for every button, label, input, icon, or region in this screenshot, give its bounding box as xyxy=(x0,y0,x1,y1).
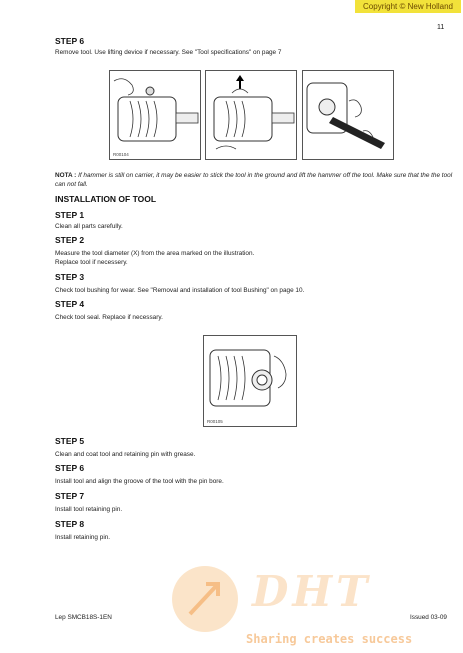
figure-tool-removal-2 xyxy=(205,70,297,160)
step-text: Install tool retaining pin. xyxy=(55,506,123,513)
step-heading: STEP 5 xyxy=(55,436,85,446)
watermark-logo-text: DHT xyxy=(252,567,372,616)
arrow-icon xyxy=(172,566,238,632)
figure-tool-removal-1 xyxy=(109,70,201,160)
step-text: Check tool seal. Replace if necessary. xyxy=(55,314,163,321)
step-text-line2: Replace tool if necessery. xyxy=(55,259,128,266)
figure-tool-installation xyxy=(203,335,297,427)
watermark-logo-circle xyxy=(172,566,238,632)
step-heading: STEP 8 xyxy=(55,519,85,529)
nota-label: NOTA : xyxy=(55,172,77,179)
step-text: Measure the tool diameter (X) from the area marked on the illustration. xyxy=(55,250,255,257)
figure-code: R00104 xyxy=(113,152,129,157)
step-text: Clean all parts carefully. xyxy=(55,223,123,230)
figure-code: R00105 xyxy=(207,419,223,424)
section-title: INSTALLATION OF TOOL xyxy=(55,194,157,204)
step-text: Check tool bushing for wear. See "Removal and installation of tool Bushing" on page 10. xyxy=(55,287,305,294)
step-heading: STEP 4 xyxy=(55,299,85,309)
footer-document-id: Lep SMCB18S-1EN xyxy=(55,614,112,621)
figure-tool-removal-3 xyxy=(302,70,394,160)
step-text: Install tool and align the groove of the tool with the pin bore. xyxy=(55,478,224,485)
step-text: Remove tool. Use lifting device if necessary. See "Tool specifications" on page 7 xyxy=(55,49,282,56)
copyright-banner: Copyright © New Holland xyxy=(355,0,461,13)
step-heading: STEP 7 xyxy=(55,491,85,501)
step-text: Clean and coat tool and retaining pin with grease. xyxy=(55,451,196,458)
step-heading: STEP 1 xyxy=(55,210,85,220)
nota-text: If hammer is still on carrier, it may be easier to stick the tool in the ground and lift the hammer off the tool. Make sure that the the tool can not fall. xyxy=(55,172,453,188)
watermark-tagline: Sharing creates success xyxy=(246,632,413,646)
step-heading: STEP 2 xyxy=(55,235,85,245)
footer-issue-date: Issued 03-09 xyxy=(410,614,447,621)
nota-note xyxy=(55,172,455,189)
step-heading: STEP 6 xyxy=(55,463,85,473)
page-number: 11 xyxy=(437,24,445,31)
step-heading: STEP 6 xyxy=(55,36,85,46)
step-heading: STEP 3 xyxy=(55,272,85,282)
step-text: Install retaining pin. xyxy=(55,534,111,541)
